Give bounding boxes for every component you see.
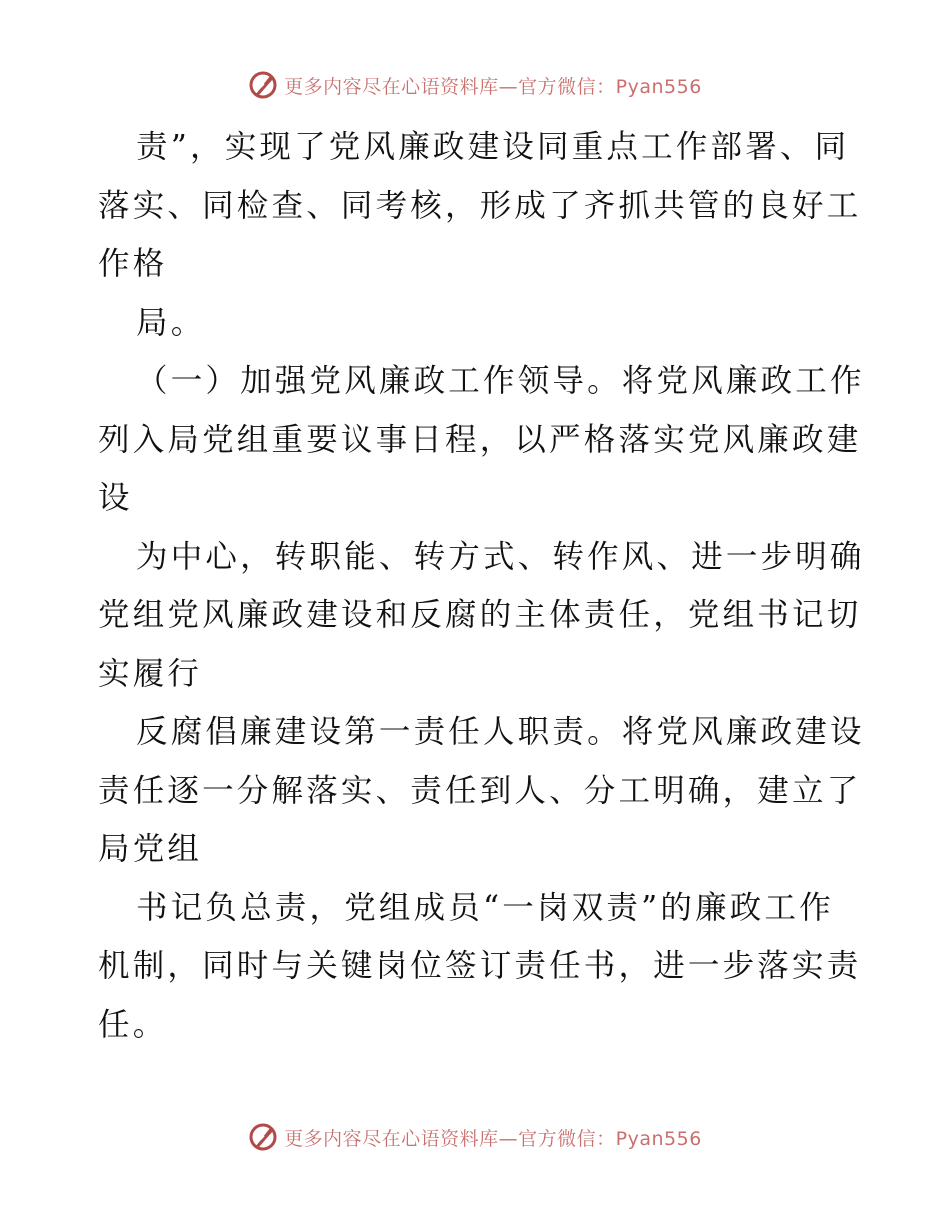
text-line: 责”，实现了党风廉政建设同重点工作部署、同 xyxy=(136,129,850,165)
text-line: 党组党风廉政建设和反腐的主体责任，党组书记切 xyxy=(98,597,862,633)
document-body xyxy=(98,118,865,1054)
watermark-text: 更多内容尽在心语资料库—官方微信：Pyan556 xyxy=(284,75,702,98)
header-watermark xyxy=(0,70,950,100)
text-line: 设 xyxy=(98,480,133,516)
text-line: 书记负总责，党组成员“一岗双责”的廉政工作 xyxy=(136,889,834,926)
feather-pen-circle-icon xyxy=(248,1122,278,1152)
watermark-text: 更多内容尽在心语资料库—官方微信：Pyan556 xyxy=(284,1127,702,1150)
text-line: 反腐倡廉建设第一责任人职责。将党风廉政建设 xyxy=(136,714,865,750)
text-line: 机制，同时与关键岗位签订责任书，进一步落实责 xyxy=(98,948,862,984)
text-line: 列入局党组重要议事日程，以严格落实党风廉政建 xyxy=(98,421,862,458)
text-line: 实履行 xyxy=(98,655,203,692)
text-line: 落实、同检查、同考核，形成了齐抓共管的良好工 xyxy=(98,187,862,224)
text-line: 局。 xyxy=(136,304,206,341)
text-line: （一）加强党风廉政工作领导。将党风廉政工作 xyxy=(136,363,865,399)
text-line: 为中心，转职能、转方式、转作风、进一步明确 xyxy=(136,538,865,575)
text-line: 任。 xyxy=(98,1006,168,1043)
text-line: 责任逐一分解落实、责任到人、分工明确，建立了 xyxy=(98,772,862,809)
feather-pen-circle-icon xyxy=(248,70,278,100)
text-line: 局党组 xyxy=(98,831,203,867)
text-line: 作格 xyxy=(98,246,168,282)
footer-watermark xyxy=(0,1122,950,1152)
